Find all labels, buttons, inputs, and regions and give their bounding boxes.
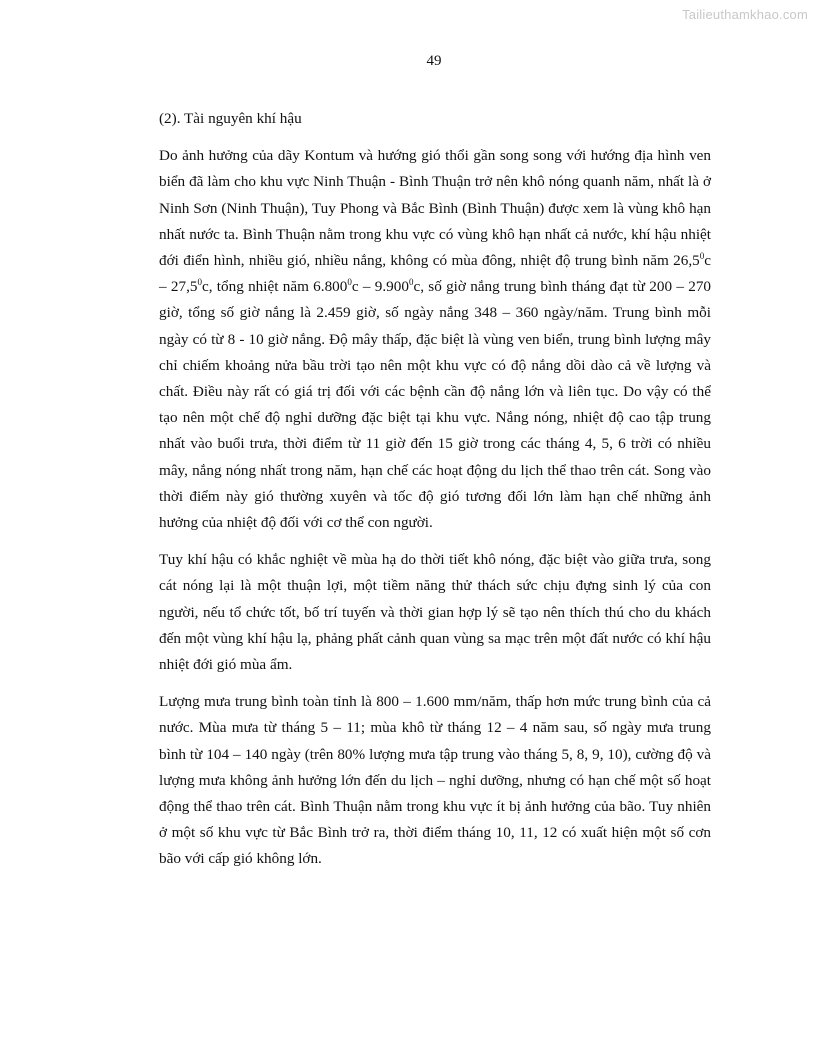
degree-superscript: 0 [699,251,705,262]
paragraph-text: Do ảnh hưởng của dãy Kontum và hướng gió thổi gần song song với hướng địa hình ven biển đã làm cho khu vực Ninh Thuận - Bình Thuận trở nên khô nóng quanh năm, nhất là ở Ninh Sơn (Ninh Thuận), Tuy Phong và Bắc Bình (Bình Thuận) được xem là vùng khô hạn nhất nước ta. Bình Thuận nằm trong khu vực có vùng khô hạn nhất cả nước, khí hậu nhiệt đới điển hình, nhiều gió, nhiều nắng, không có mùa đông, nhiệt độ trung bình năm 26,5 [159,147,711,270]
page-number: 49 [426,53,442,69]
document-body [159,106,711,884]
paragraph-text: c, số giờ nắng trung bình tháng đạt từ 200 – 270 giờ, tổng số giờ nắng là 2.459 giờ, số ngày nắng 348 – 360 ngày/năm. Trung bình mỗi ngày có từ 8 - 10 giờ nắng. Độ mây thấp, đặc biệt là vùng ven biển, trung bình lượng mây chỉ chiếm khoảng nửa bầu trời tạo nên một khu vực có độ nắng dồi dào cả về lượng và chất. Điều này rất có giá trị đối với các bệnh cần độ nắng lớn và liên tục. Do vậy có thể tạo nên một chế độ nghỉ dưỡng đặc biệt tại khu vực. Nắng nóng, nhiệt độ cao tập trung nhất vào buổi trưa, thời điểm từ 11 giờ đến 15 giờ trong các tháng 4, 5, 6 trời có nhiều mây, nắng nóng nhất trong năm, hạn chế các hoạt động du lịch thể thao trên cát. Song vào thời điểm này gió thường xuyên và tốc độ gió tương đối lớn làm hạn chế những ảnh hưởng của nhiệt độ đối với cơ thể con người. [159,278,712,532]
paragraph-text: c, tổng nhiệt năm 6.800 [201,278,348,296]
paragraph-text: c – 9.900 [351,278,409,296]
paragraph-text: c – 27,5 [159,252,711,296]
section-heading: (2). Tài nguyên khí hậu [159,110,302,127]
degree-superscript: 0 [197,277,202,288]
watermark: Tailieuthamkhao.com [682,7,808,22]
degree-superscript: 0 [408,277,414,288]
paragraph-harsh-climate: Tuy khí hậu có khắc nghiệt về mùa hạ do thời tiết khô nóng, đặc biệt vào giữa trưa, song cát nóng lại là một thuận lợi, một tiềm năng thử thách sức chịu đựng sinh lý của con người, nếu tổ chức tốt, bố trí tuyến và thời gian hợp lý sẽ tạo nên thích thú cho du khách đến một vùng khí hậu lạ, phảng phất cảnh quan vùng sa mạc trên một đất nước có khí hậu nhiệt đới gió mùa ẩm. [159,551,711,674]
degree-superscript: 0 [347,277,352,288]
paragraph-climate-overview [159,143,711,536]
paragraph-rainfall: Lượng mưa trung bình toàn tỉnh là 800 – 1.600 mm/năm, thấp hơn mức trung bình của cả nước. Mùa mưa từ tháng 5 – 11; mùa khô từ tháng 12 – 4 năm sau, số ngày mưa trung bình từ 104 – 140 ngày (trên 80% lượng mưa tập trung vào tháng 5, 8, 9, 10), cường độ và lượng mưa không ảnh hưởng lớn đến du lịch – nghỉ dưỡng, nhưng có hạn chế một số hoạt động thể thao trên cát. Bình Thuận nằm trong khu vực ít bị ảnh hưởng của bão. Tuy nhiên ở một số khu vực từ Bắc Bình trở ra, thời điểm tháng 10, 11, 12 có xuất hiện một số cơn bão với cấp gió không lớn. [159,693,711,868]
